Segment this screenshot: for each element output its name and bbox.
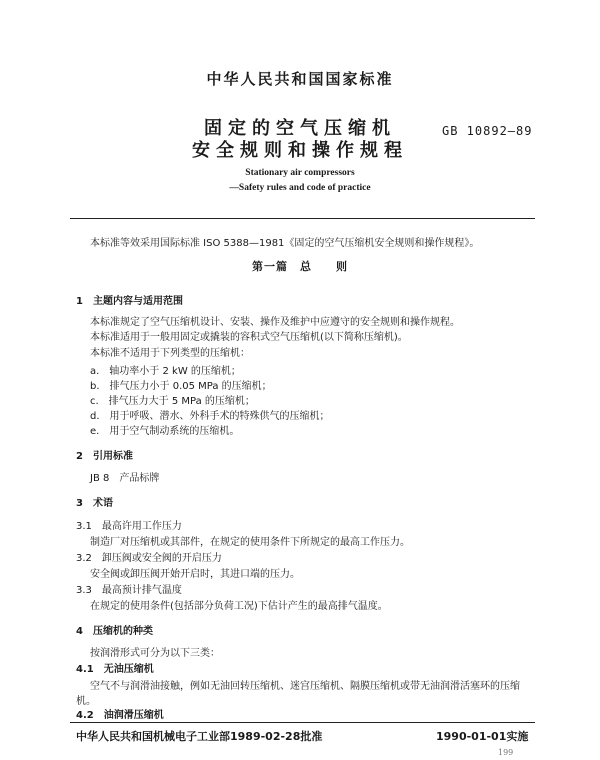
standard-code: GB 10892—89 (442, 124, 533, 138)
english-title-line1: Stationary air compressors (245, 168, 355, 178)
document-title-line1: 固定的空气压缩机 (204, 118, 396, 139)
list-item: c. 排气压力大于 5 MPa 的压缩机； (90, 396, 255, 407)
section-1-para-2: 本标准适用于一般用固定或撬装的容积式空气压缩机(以下简称压缩机)。 (90, 332, 408, 343)
section-3-heading: 3 术语 (76, 498, 113, 509)
section-1-heading: 1 主题内容与适用范围 (76, 296, 183, 307)
category-4-2-title: 4.2 油润滑压缩机 (76, 710, 164, 721)
footer-divider (70, 722, 535, 723)
implementation-date: 1990-01-01实施 (436, 730, 529, 743)
section-1-para-3: 本标准不适用于下列类型的压缩机： (90, 348, 250, 359)
part-heading: 第一篇 总 则 (252, 260, 348, 273)
term-3-1-title: 3.1 最高许用工作压力 (76, 521, 182, 532)
term-3-1-body: 制造厂对压缩机或其部件，在规定的使用条件下所规定的最高工作压力。 (90, 537, 410, 548)
document-title-line2: 安全规则和操作规程 (192, 140, 408, 161)
term-3-3-title: 3.3 最高预计排气温度 (76, 585, 182, 596)
reference-standard: JB 8 产品标牌 (90, 473, 160, 484)
category-4-1-body-line1: 空气不与润滑油接触，例如无油回转压缩机、迷宫压缩机、隔膜压缩机或带无油润滑活塞环的压缩 (90, 681, 520, 692)
list-item: b. 排气压力小于 0.05 MPa 的压缩机； (90, 381, 272, 392)
term-3-3-body: 在规定的使用条件(包括部分负荷工况)下估计产生的最高排气温度。 (90, 601, 388, 612)
section-1-para-1: 本标准规定了空气压缩机设计、安装、操作及维护中应遵守的安全规则和操作规程。 (90, 317, 460, 328)
section-4-heading: 4 压缩机的种类 (76, 626, 153, 637)
page-number: 199 (498, 748, 514, 757)
header-divider (70, 218, 535, 219)
standard-header: 中华人民共和国国家标准 (206, 70, 394, 88)
term-3-2-body: 安全阀或卸压阀开始开启时，其进口端的压力。 (90, 569, 300, 580)
category-4-1-body-line2: 机。 (76, 696, 96, 707)
section-2-heading: 2 引用标准 (76, 451, 133, 462)
section-4-intro: 按润滑形式可分为以下三类： (90, 648, 220, 659)
term-3-2-title: 3.2 卸压阀或安全阀的开启压力 (76, 553, 222, 564)
approval-line: 中华人民共和国机械电子工业部1989-02-28批准 (76, 730, 323, 743)
category-4-1-title: 4.1 无油压缩机 (76, 664, 154, 675)
list-item: a. 轴功率小于 2 kW 的压缩机； (90, 366, 241, 377)
intro-paragraph: 本标准等效采用国际标准 ISO 5388—1981《固定的空气压缩机安全规则和操作规程》。 (90, 238, 480, 249)
list-item: e. 用于空气制动系统的压缩机。 (90, 426, 240, 437)
list-item: d. 用于呼吸、潜水、外科手术的特殊供气的压缩机； (90, 411, 330, 422)
english-title-line2: —Safety rules and code of practice (229, 183, 371, 193)
